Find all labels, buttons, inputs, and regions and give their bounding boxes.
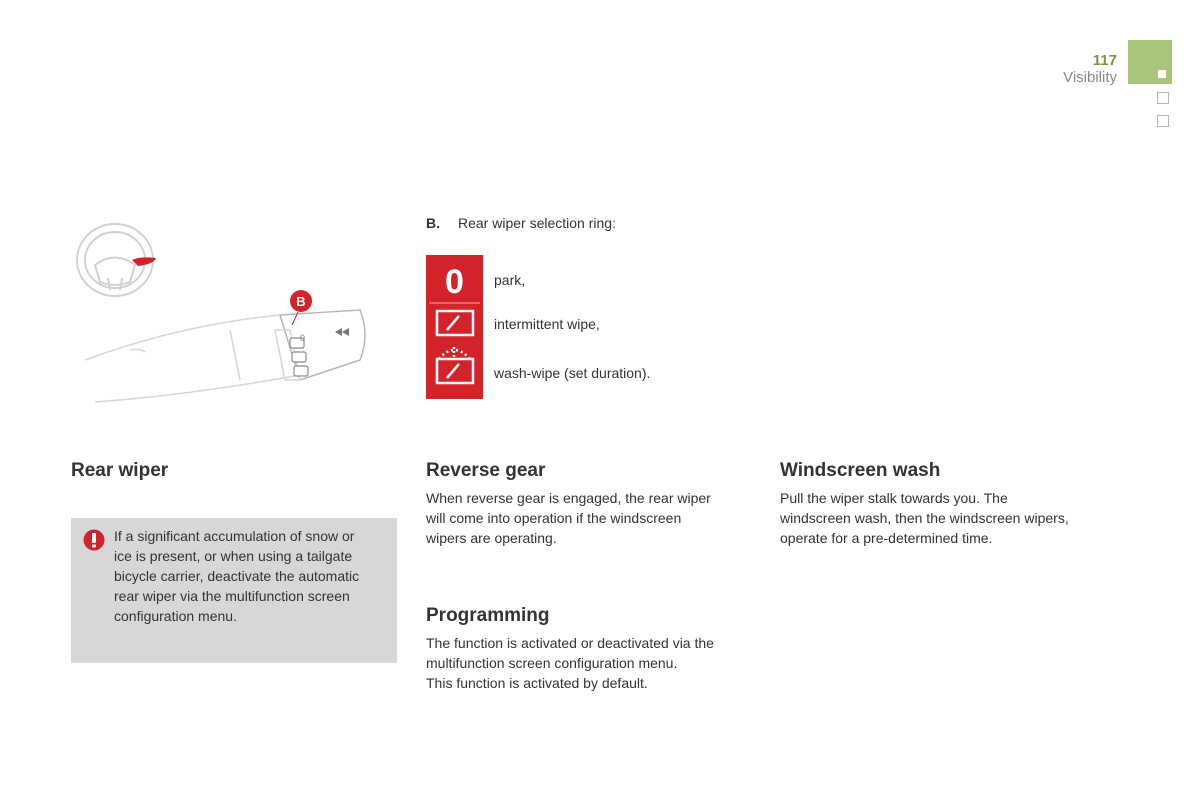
warning-line: rear wiper via the multifunction screen xyxy=(114,588,350,604)
page-number: 117 xyxy=(1092,52,1117,69)
intermittent-wipe-icon xyxy=(437,311,473,335)
warning-line: If a significant accumulation of snow or xyxy=(114,528,355,544)
rear-wiper-heading: Rear wiper xyxy=(71,460,169,481)
ring-title: Rear wiper selection ring: xyxy=(458,215,616,231)
selection-ring-icon xyxy=(290,338,308,376)
chapter-tab-active xyxy=(1128,40,1172,84)
stalk-body-icon xyxy=(85,310,365,402)
programming-heading: Programming xyxy=(426,605,550,626)
wash-wipe-icon xyxy=(437,347,473,383)
programming-text: The function is activated or deactivated via the multifunction screen configuration menu. This function is activated by default. xyxy=(426,635,714,691)
chapter-tab-box xyxy=(1157,92,1169,104)
option-wash-wipe-label: wash-wipe (set duration). xyxy=(494,365,651,381)
warning-text xyxy=(114,526,359,626)
chapter-tab-box xyxy=(1157,115,1169,127)
warning-line: bicycle carrier, deactivate the automatic xyxy=(114,568,360,584)
symbol-strip xyxy=(426,255,483,399)
warning-line: configuration menu. xyxy=(114,608,237,624)
windscreen-wash-text: Pull the wiper stalk towards you. The windscreen wash, then the windscreen wipers, operate for a pre-determined time. xyxy=(780,490,1069,546)
ring-label-letter: B. xyxy=(426,215,440,231)
reverse-gear-text: When reverse gear is engaged, the rear wiper will come into operation if the windscreen wipers are operating. xyxy=(426,490,711,546)
wiper-stalk-illustration xyxy=(70,220,380,410)
option-intermittent-label: intermittent wipe, xyxy=(494,316,600,332)
ring-zero-icon: 0 xyxy=(300,333,306,343)
option-park-label: park, xyxy=(494,272,526,288)
park-symbol: 0 xyxy=(445,263,464,301)
section-title: Visibility xyxy=(1063,69,1117,86)
warning-icon xyxy=(83,529,105,551)
reverse-gear-heading: Reverse gear xyxy=(426,460,546,481)
warning-box xyxy=(71,518,397,663)
tab-dot xyxy=(1158,70,1166,78)
rewind-icon xyxy=(335,328,349,336)
callout-letter: B xyxy=(296,294,306,309)
warning-line: ice is present, or when using a tailgate xyxy=(114,548,353,564)
windscreen-wash-heading: Windscreen wash xyxy=(780,460,941,481)
